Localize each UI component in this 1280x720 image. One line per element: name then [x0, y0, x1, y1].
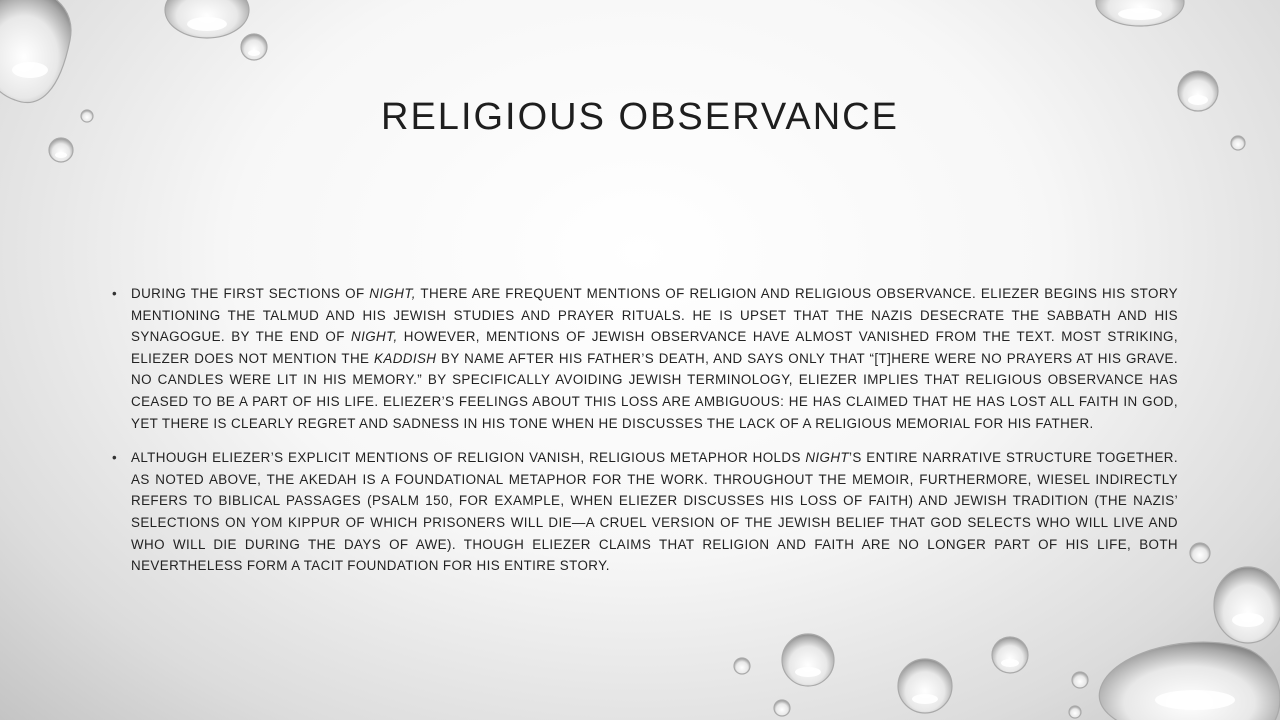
bullet-italic-text: KADDISH — [374, 350, 437, 366]
droplet — [0, 0, 71, 103]
droplet — [1214, 567, 1280, 643]
droplet — [49, 138, 73, 162]
droplet — [898, 659, 952, 713]
bullet-item — [112, 283, 1178, 434]
bullet-italic-text: NIGHT — [805, 450, 849, 466]
droplet — [992, 637, 1028, 673]
bullet-text: THERE ARE FREQUENT MENTIONS OF RELIGION AND RELIGIOUS OBSERVANCE. ELIEZER BEGINS HIS STORY MENTIONING THE TALMUD AND HIS JEWISH STUDIES AND PRAYER RITUALS. HE IS UPSET THAT THE NAZIS DESECRATE THE SABBATH AND HIS SYNAGOGUE. BY THE END OF — [131, 286, 1178, 345]
bullet-text: BY NAME AFTER HIS FATHER’S DEATH, AND SAYS ONLY THAT “[T]HERE WERE NO PRAYERS AT HIS GRAVE. NO CANDLES WERE LIT IN HIS MEMORY.” BY SPECIFICALLY AVOIDING JEWISH TERMINOLOGY, ELIEZER IMPLIES THAT RELIGIOUS OBSERVANCE HAS CEASED TO BE A PART OF HIS LIFE. ELIEZER’S FEELINGS ABOUT THIS LOSS ARE AMBIGUOUS: HE HAS CLAIMED THAT HE HAS LOST ALL FAITH IN GOD, YET THERE IS CLEARLY REGRET AND SADNESS IN HIS TONE WHEN HE DISCUSSES THE LACK OF A RELIGIOUS MEMORIAL FOR HIS FATHER. — [131, 350, 1178, 431]
droplet — [1072, 672, 1088, 688]
droplet — [1099, 642, 1280, 720]
slide-title: RELIGIOUS OBSERVANCE — [381, 96, 899, 138]
bullet-text: HOWEVER, MENTIONS OF JEWISH OBSERVANCE HAVE ALMOST VANISHED FROM THE TEXT. MOST STRIKING, ELIEZER DOES NOT MENTION THE — [131, 329, 1178, 366]
bullet-list — [112, 283, 1178, 590]
bullet-item — [112, 447, 1178, 577]
droplet — [165, 0, 249, 38]
bullet-text: DURING THE FIRST SECTIONS OF — [131, 286, 370, 301]
bullet-italic-text: NIGHT, — [369, 286, 416, 301]
bullet-text: ’S ENTIRE NARRATIVE STRUCTURE TOGETHER. AS NOTED ABOVE, THE AKEDAH IS A FOUNDATIONAL METAPHOR FOR THE WORK. THROUGHOUT THE MEMOIR, FURTHERMORE, WIESEL INDIRECTLY REFERS TO BIBLICAL PASSAGES (PSALM 150, FOR EXAMPLE, WHEN ELIEZER DISCUSSES HIS LOSS OF FAITH) AND JEWISH TRADITION (THE NAZIS’ SELECTIONS ON YOM KIPPUR OF WHICH PRISONERS WILL DIE—A CRUEL VERSION OF THE JEWISH BELIEF THAT GOD SELECTS WHO WILL LIVE AND WHO WILL DIE DURING THE DAYS OF AWE). THOUGH ELIEZER CLAIMS THAT RELIGION AND FAITH ARE NO LONGER PART OF HIS LIFE, BOTH NEVERTHELESS FORM A TACIT FOUNDATION FOR HIS ENTIRE STORY. — [131, 450, 1178, 574]
droplet — [1190, 543, 1210, 563]
droplet — [782, 634, 834, 686]
droplet — [734, 658, 750, 674]
bullet-text: ALTHOUGH ELIEZER’S EXPLICIT MENTIONS OF RELIGION VANISH, RELIGIOUS METAPHOR HOLDS — [131, 450, 806, 466]
bullet-italic-text: NIGHT, — [351, 329, 398, 345]
droplet — [241, 34, 267, 60]
droplet — [774, 700, 790, 716]
droplet — [1069, 706, 1081, 718]
droplet — [1096, 0, 1184, 26]
